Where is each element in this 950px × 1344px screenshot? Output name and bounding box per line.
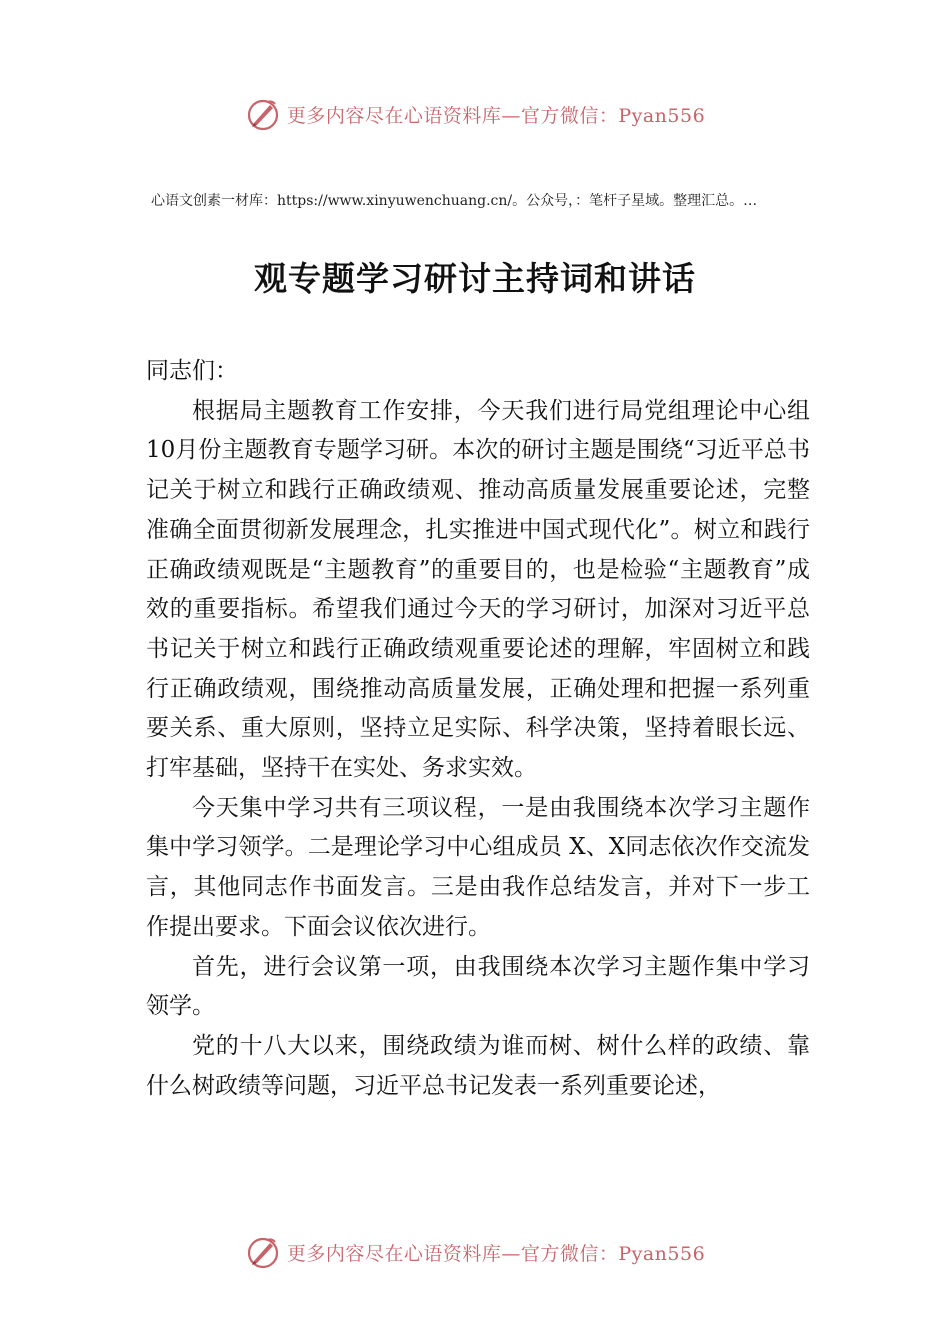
paragraph: 党的十八大以来，围绕政绩为谁而树、树什么样的政绩、靠什么树政绩等问题，习近平总书记发表一系列重要论述， (146, 1032, 810, 1099)
paragraph: 首先，进行会议第一项，由我围绕本次学习主题作集中学习领学。 (146, 953, 810, 1020)
footer-banner (0, 1230, 950, 1274)
brush-pen-circle-icon (245, 96, 281, 132)
document-title: 观专题学习研讨主持词和讲话 (254, 259, 696, 298)
source-note: 心语文创素一材库：https://www.xinyuwenchuang.cn/。公众号，：笔杆子星域。整理汇总。… (151, 193, 758, 209)
salutation: 同志们： (146, 358, 238, 384)
paragraph: 根据局主题教育工作安排，今天我们进行局党组理论中心组 10月份主题教育专题学习研。本次的研讨主题是围绕“习近平总书记关于树立和践行正确政绩观、推动高质量发展重要论述，完整准确全面贯彻新发展理念，扎实推进中国式现代化”。树立和践行正确政绩观既是“主题教育”的重要目的，也是检验“主题教育”成效的重要指标。希望我们通过今天的学习研讨，加深对习近平总书记关于树立和践行正确政绩观重要论述的理解，牢固树立和践行正确政绩观，围绕推动高质量发展，正确处理和把握一系列重要关系、重大原则，坚持立足实际、科学决策，坚持着眼长远、打牢基础，坚持干在实处、务求实效。 (146, 397, 810, 782)
document-body (146, 352, 810, 1106)
paragraph: 今天集中学习共有三项议程，一是由我围绕本次学习主题作集中学习领学。二是理论学习中心组成员 X、X同志依次作交流发言，其他同志作书面发言。三是由我作总结发言，并对下一步工作提出要求。下面会议依次进行。 (146, 794, 810, 940)
header-banner (0, 92, 950, 136)
brush-pen-circle-icon (245, 1234, 281, 1270)
banner-text: 更多内容尽在心语资料库—官方微信：Pyan556 (286, 104, 706, 127)
banner-text: 更多内容尽在心语资料库—官方微信：Pyan556 (286, 1242, 706, 1265)
